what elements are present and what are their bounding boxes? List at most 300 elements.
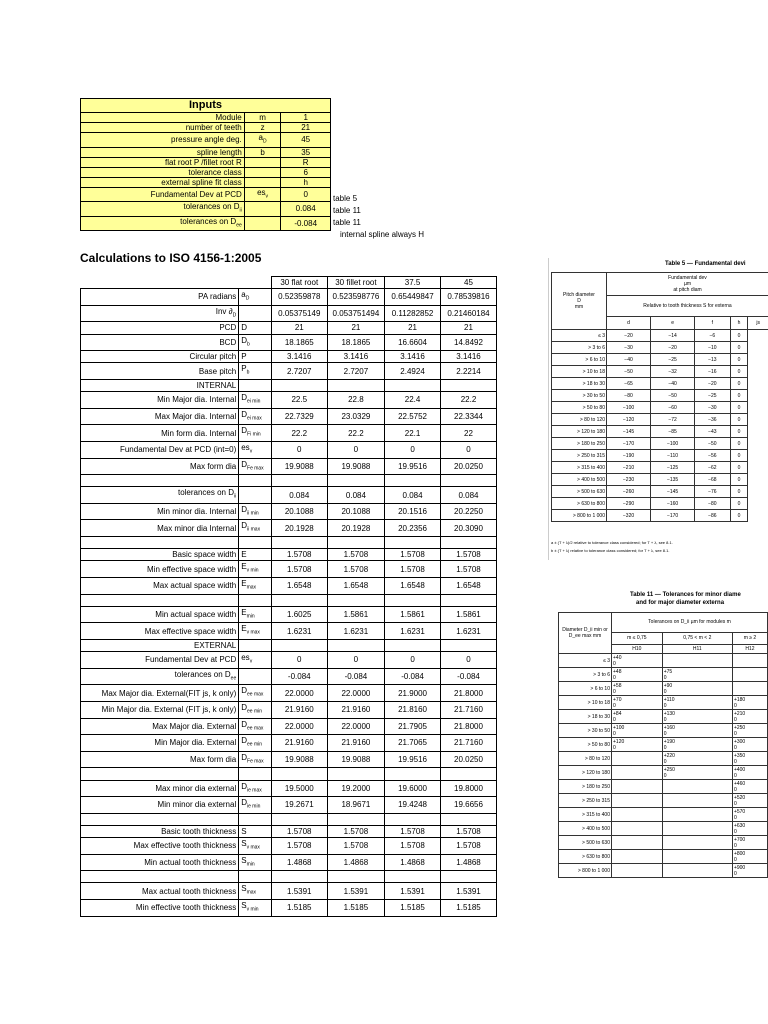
calc-label: Inv $\partial_D$ [81,305,239,322]
calc-label: Basic tooth thickness [81,825,239,837]
table11-head-tol: Tolerances on D_ii µm for modules m [612,613,768,633]
calc-symbol [239,668,272,685]
calc-value [441,475,497,487]
input-value[interactable]: 6 [281,167,331,177]
table5-row [552,354,768,366]
calc-value: 1.6548 [271,578,327,595]
calc-row [81,503,497,520]
calc-value: 21.7160 [441,701,497,718]
table11-row [559,752,768,766]
input-symbol: b [244,147,281,157]
calc-value: 19.2000 [327,780,384,797]
table5-cell: −40 [607,354,651,366]
table11-header [559,613,768,633]
calc-value: 19.6000 [385,780,441,797]
reference-table-11 [558,590,768,890]
input-row [81,123,331,133]
calc-symbol [239,640,272,652]
table11-cell: > 30 to 50 [559,724,612,738]
calc-value: 1.4868 [271,854,327,871]
calc-value: 19.9088 [271,751,327,768]
calc-symbol: $E_{v min}$ [239,561,272,578]
calc-value: 20.0250 [441,458,497,475]
calc-value: 18.9671 [327,797,384,814]
table11-cell [662,822,732,836]
table11-cell: +100 0 [612,724,663,738]
table5-col: js [748,317,768,330]
table5-cell: −14 [651,330,695,342]
calc-value: 22.8 [327,392,384,409]
calc-value: 1.5185 [327,900,384,917]
table11-cell: > 180 to 250 [559,780,612,794]
table11-cell: > 630 to 800 [559,850,612,864]
table11-col: m ≥ 2 [732,632,767,644]
calc-value: 20.3090 [441,520,497,537]
table5-cell: 0 [730,486,748,498]
input-row [81,157,331,167]
calc-value [385,768,441,780]
calc-row [81,475,497,487]
input-value[interactable]: h [281,177,331,187]
calc-value: 21.9000 [385,685,441,702]
table5-cell: −145 [607,426,651,438]
calc-value: 23.0329 [327,408,384,425]
calc-symbol: $S_{v max}$ [239,838,272,855]
table11-row [559,738,768,752]
calc-row [81,854,497,871]
input-value[interactable]: -0.084 [281,216,331,231]
calc-value: 22.3344 [441,408,497,425]
table5-row [552,426,768,438]
calc-value: 20.0250 [441,751,497,768]
table11-cell: +250 0 [732,724,767,738]
input-symbol [244,167,281,177]
table5-cell: 0 [730,450,748,462]
col-header: 37.5 [385,277,441,289]
table5-cell: > 800 to 1 000 [552,510,607,522]
input-value[interactable]: 35 [281,147,331,157]
calc-value: 0.21460184 [441,305,497,322]
table5-cell: −56 [695,450,730,462]
calc-row [81,685,497,702]
calc-row [81,640,497,652]
table11-cell: +190 0 [662,738,732,752]
calc-label: Min Major dia. Internal [81,392,239,409]
table11-cell: +58 0 [612,682,663,696]
calc-value: 1.4868 [385,854,441,871]
calc-value: 0 [441,652,497,669]
calc-value: 19.9088 [327,458,384,475]
table5-row [552,330,768,342]
table5-cell: −20 [695,378,730,390]
table5-row [552,342,768,354]
calc-label: Max minor dia external [81,780,239,797]
calc-label: Min effective space width [81,561,239,578]
table5-row [552,474,768,486]
calc-value: 21.8000 [441,718,497,735]
table11-cell [662,794,732,808]
table5-row [552,378,768,390]
table11-cell: > 80 to 120 [559,752,612,766]
calc-label: Min minor dia external [81,797,239,814]
calc-value: 21.9160 [271,735,327,752]
calc-value [327,594,384,606]
calc-value: -0.084 [441,668,497,685]
calc-symbol: $es_v$ [239,441,272,458]
calc-value: 1.6548 [441,578,497,595]
calc-symbol: $D_{ii max}$ [239,520,272,537]
calc-row [81,751,497,768]
table5-cell: −100 [607,402,651,414]
calc-value: 21.9160 [271,701,327,718]
calc-row [81,900,497,917]
input-value[interactable]: 1 [281,113,331,123]
table11-row [559,850,768,864]
table5-cell: −160 [651,498,695,510]
calc-value: 20.1088 [327,503,384,520]
col-header: 30 flat root [271,277,327,289]
table11-cell: +210 0 [732,710,767,724]
calc-symbol: $P_b$ [239,363,272,380]
calc-row [81,363,497,380]
calc-value: 3.1416 [441,351,497,363]
calc-value: 0.084 [327,487,384,504]
calc-header-row [81,277,497,289]
calc-row [81,392,497,409]
calc-value: 21.7160 [441,735,497,752]
calc-value: 1.4868 [441,854,497,871]
input-value[interactable]: 0 [281,187,331,202]
table11-cell: > 3 to 6 [559,668,612,682]
calc-value: 22.0000 [327,718,384,735]
table11-cell: > 18 to 30 [559,710,612,724]
table5-cell: > 30 to 50 [552,390,607,402]
input-value[interactable]: 21 [281,123,331,133]
table5-cell: −30 [607,342,651,354]
table11-cell: +75 0 [662,668,732,682]
calc-value: 20.1928 [271,520,327,537]
calc-value [385,594,441,606]
table5-cell: −85 [651,426,695,438]
table11-cell: > 6 to 10 [559,682,612,696]
table5-row [552,486,768,498]
calc-symbol [239,594,272,606]
table5-cell: −190 [607,450,651,462]
input-label: Fundamental Dev at PCD [81,187,245,202]
calc-value: 0.084 [385,487,441,504]
calc-value: 21.9160 [327,701,384,718]
table11-row [559,682,768,696]
table11-cell [662,808,732,822]
table11-grid [558,612,768,878]
calc-label: PA radians [81,289,239,306]
table5-footnote-b: b ± (T + λ) relative to tolerance class considered; for T + λ, see 8.1. [551,548,670,553]
table5-head-rel: Relative to tooth thickness S for externa [607,296,768,317]
calc-value: 1.5708 [271,838,327,855]
table5-caption: Table 5 — Fundamental devi [665,261,746,267]
table5-cell: 0 [730,462,748,474]
table5-cell: 0 [730,498,748,510]
calc-value [271,640,327,652]
table5-cell: −20 [607,330,651,342]
table11-cell: +250 0 [662,766,732,780]
table11-cell: +40 0 [612,654,663,668]
table5-cell: ≤ 3 [552,330,607,342]
calc-row [81,305,497,322]
calc-value: 22.4 [385,392,441,409]
input-label: flat root P /fillet root R [81,157,245,167]
calc-row [81,883,497,900]
table11-cell: +400 0 [732,766,767,780]
calc-value: 1.5185 [441,900,497,917]
table11-cell: +180 0 [732,696,767,710]
calc-value: 20.2356 [385,520,441,537]
calc-label: Max form dia [81,751,239,768]
calc-row [81,735,497,752]
calc-value: 1.5708 [385,549,441,561]
table11-cell: +160 0 [662,724,732,738]
calc-label: Max minor dia Internal [81,520,239,537]
calc-symbol: $a_D$ [239,289,272,306]
table5-row [552,462,768,474]
calc-value [327,640,384,652]
calc-value: 0 [271,441,327,458]
table11-cell [612,822,663,836]
table11-cell: +700 0 [732,836,767,850]
table5-cell: −60 [651,402,695,414]
calc-value: 1.5185 [271,900,327,917]
input-symbol: $a_D$ [244,133,281,148]
calc-value: 21 [385,322,441,334]
calc-value: 20.2250 [441,503,497,520]
calc-value: 1.5391 [385,883,441,900]
input-label: tolerances on $D_{ee}$ [81,216,245,231]
calc-symbol [239,813,272,825]
table11-cell [612,808,663,822]
calc-value [385,379,441,391]
input-row [81,177,331,187]
calc-value: 0.084 [441,487,497,504]
input-symbol [244,216,281,231]
calc-label [81,537,239,549]
table11-cell: +520 0 [732,794,767,808]
calc-symbol [239,537,272,549]
table11-row [559,836,768,850]
calc-value: 19.9516 [385,751,441,768]
calc-value: 0.084 [271,487,327,504]
table5-cell: −170 [607,438,651,450]
input-value[interactable]: 0.084 [281,202,331,217]
input-row [81,202,331,217]
input-symbol: z [244,123,281,133]
table11-cell: +220 0 [662,752,732,766]
calc-value: 1.5708 [385,838,441,855]
table5-cell: −25 [695,390,730,402]
calc-value: 1.5708 [327,549,384,561]
table11-row [559,654,768,668]
table5-cell: −290 [607,498,651,510]
calc-value [271,813,327,825]
calc-value: 1.5708 [271,825,327,837]
calc-value: 22.0000 [271,718,327,735]
calc-value [271,871,327,883]
calc-row [81,871,497,883]
calc-label: Min Major dia. External (FIT js, k only) [81,701,239,718]
calc-value: 19.8000 [441,780,497,797]
table5-grid [551,272,768,522]
table11-row [559,710,768,724]
table11-cell [612,836,663,850]
table11-cell: +48 0 [612,668,663,682]
calc-value: 20.1088 [271,503,327,520]
calc-row [81,425,497,442]
calc-label: Circular pitch [81,351,239,363]
input-value[interactable]: 45 [281,133,331,148]
calc-value: 1.5708 [441,561,497,578]
calc-value [441,594,497,606]
calc-value: 1.5708 [441,838,497,855]
calc-symbol: $S_{min}$ [239,854,272,871]
table11-row [559,822,768,836]
calc-value: 0.11282852 [385,305,441,322]
table11-subcol: H11 [662,644,732,653]
calc-symbol: P [239,351,272,363]
input-label: pressure angle deg. [81,133,245,148]
calc-symbol: $D_{ee max}$ [239,718,272,735]
calc-symbol: $D_b$ [239,334,272,351]
calc-value: 18.1865 [327,334,384,351]
table5-cell: −80 [695,498,730,510]
calc-value [271,475,327,487]
reference-table-5 [548,258,768,560]
calc-value: 0.05375149 [271,305,327,322]
table5-cell: −50 [695,438,730,450]
calc-row [81,838,497,855]
table11-row [559,780,768,794]
calc-value: 21.7065 [385,735,441,752]
calc-label: Min effective tooth thickness [81,900,239,917]
table11-cell [662,654,732,668]
calc-value [441,379,497,391]
input-row [81,147,331,157]
calc-value: 0.78539816 [441,289,497,306]
table5-cell: 0 [730,354,748,366]
table11-cell [612,752,663,766]
calc-symbol: S [239,825,272,837]
table5-row [552,414,768,426]
calc-symbol: $E_{min}$ [239,606,272,623]
calc-value: 1.5708 [327,825,384,837]
calc-value: 1.5708 [385,825,441,837]
calc-symbol: $es_v$ [239,652,272,669]
table11-cell: +110 0 [662,696,732,710]
calc-symbol [239,871,272,883]
table5-cell: −320 [607,510,651,522]
table5-row [552,450,768,462]
calc-value: -0.084 [385,668,441,685]
table11-cell: > 50 to 80 [559,738,612,752]
calc-label: Min actual tooth thickness [81,854,239,871]
calc-label [81,475,239,487]
calc-value: 20.1516 [385,503,441,520]
table11-cell: > 500 to 630 [559,836,612,850]
table11-cell [612,766,663,780]
input-symbol [244,157,281,167]
table5-cell: 0 [730,330,748,342]
calc-value: 1.5861 [441,606,497,623]
note-table11-a: table 11 [333,206,361,215]
calc-label: Max actual space width [81,578,239,595]
calc-row [81,537,497,549]
calc-value [327,537,384,549]
table11-cell: +570 0 [732,808,767,822]
table5-cell: −50 [651,390,695,402]
calc-value: 1.5708 [327,838,384,855]
table5-cell: −40 [651,378,695,390]
table5-cell: 0 [730,426,748,438]
calc-value: 22.0000 [327,685,384,702]
table5-cell: > 3 to 6 [552,342,607,354]
calc-value: 1.5708 [327,561,384,578]
table5-cell: −86 [695,510,730,522]
calc-value: 1.5708 [385,561,441,578]
table5-header [552,273,768,296]
input-value[interactable]: R [281,157,331,167]
table5-col: h [730,317,748,330]
calc-symbol: D [239,322,272,334]
table11-row [559,724,768,738]
calc-value: 22.2 [441,392,497,409]
calc-row [81,594,497,606]
table5-cell: > 500 to 630 [552,486,607,498]
table11-cell: > 250 to 315 [559,794,612,808]
calc-value: 22.2 [271,425,327,442]
calc-value: 0.52359878 [271,289,327,306]
table11-cell [732,654,767,668]
calc-value: 22.5752 [385,408,441,425]
calc-row [81,289,497,306]
table5-cell: 0 [730,378,748,390]
table5-cell: > 120 to 180 [552,426,607,438]
calc-value: 19.9088 [271,458,327,475]
calc-value: 1.6548 [327,578,384,595]
calc-value: 19.5000 [271,780,327,797]
calc-symbol: $D_{ii min}$ [239,503,272,520]
table5-cell: −120 [607,414,651,426]
table11-cell: > 315 to 400 [559,808,612,822]
table11-cell [662,780,732,794]
calc-value: 1.5861 [385,606,441,623]
calc-value: 19.4248 [385,797,441,814]
table5-cell: > 10 to 18 [552,366,607,378]
calc-value: -0.084 [327,668,384,685]
calc-value: 21 [327,322,384,334]
calc-row [81,322,497,334]
calc-label: Max Major dia. External(FIT js, k only) [81,685,239,702]
calc-value [385,537,441,549]
table11-col: m ≤ 0,75 [612,632,663,644]
table11-cell [662,850,732,864]
calc-label: Basic space width [81,549,239,561]
calc-symbol: E [239,549,272,561]
note-table5: table 5 [333,194,358,203]
table11-row [559,808,768,822]
table5-cell: −16 [695,366,730,378]
calc-row [81,458,497,475]
table11-row [559,766,768,780]
calc-row [81,487,497,504]
calc-row [81,797,497,814]
